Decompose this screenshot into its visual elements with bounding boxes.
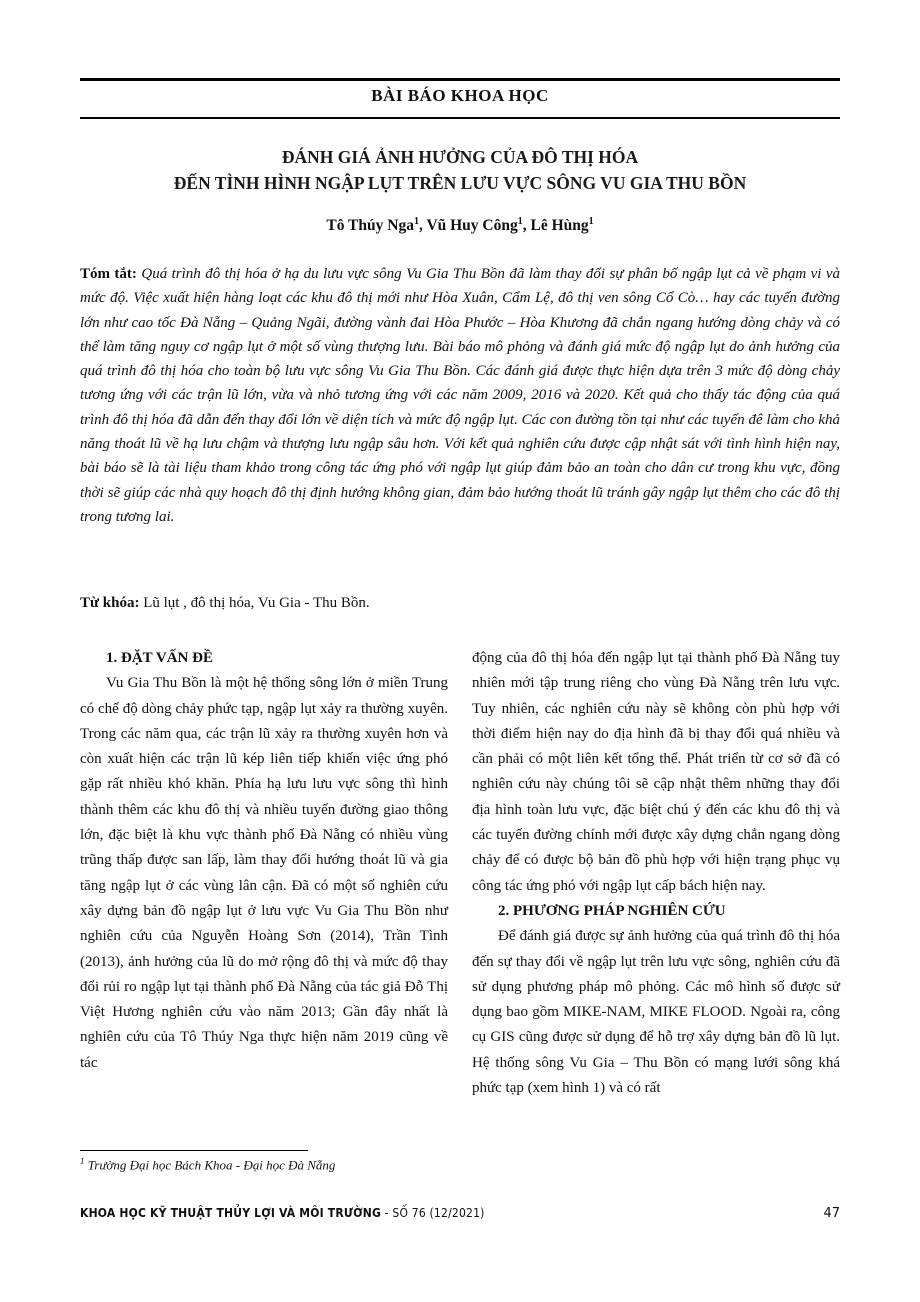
body-paragraph: Vu Gia Thu Bồn là một hệ thống sông lớn ở miền Trung có chế độ dòng chảy phức tạp, ngập lụt xảy ra thường xuyên. Trong các năm qua, các trận lũ xảy ra thường xuyên hơn và còn xuất hiện các trận lũ kép liên tiếp khiến việc ứng phó gặp rất nhiều khó khăn. Phía hạ lưu lưu vực sông thì hình thành thêm các khu đô thị và nhiều tuyến đường giao thông lớn, đặc biệt là khu vực thành phố Đà Nẵng có nhiều vùng trũng thấp được san lấp, làm thay đổi hướng thoát lũ và gia tăng ngập lụt ở các vùng lân cận. Đã có một số nghiên cứu xây dựng bản đồ ngập lụt ở lưu vực Vu Gia Thu Bồn như nghiên cứu của Nguyễn Hoàng Sơn (2014), Trần Tình (2013), ảnh hưởng của lũ do mở rộng đô thị và mức độ thay đổi rủi ro ngập lụt tại thành phố Đà Nẵng của tác giả Đỗ Thị Việt Hương nghiên cứu vào năm 2013; Gần đây nhất là nghiên cứu của Tô Thúy Nga thực hiện năm 2019 cũng về tác bbox=[80, 675, 448, 1071]
author-name: Tô Thúy Nga bbox=[326, 217, 414, 235]
author-affiliation: 1 bbox=[517, 216, 523, 227]
author-name: Lê Hùng bbox=[530, 217, 589, 235]
author-affiliation: 1 bbox=[413, 216, 419, 227]
footnote-text: Trường Đại học Bách Khoa - Đại học Đà Nẵng bbox=[84, 1157, 336, 1173]
body-column-left bbox=[80, 646, 448, 1076]
keywords-text: Lũ lụt , đô thị hóa, Vu Gia - Thu Bồn. bbox=[143, 595, 370, 611]
author-name: Vũ Huy Công bbox=[426, 217, 518, 235]
journal-issue: - SỐ 76 (12/2021) bbox=[381, 1206, 485, 1220]
article-title-line1: ĐÁNH GIÁ ẢNH HƯỞNG CỦA ĐÔ THỊ HÓA bbox=[281, 147, 639, 167]
keywords bbox=[80, 595, 840, 612]
footnote bbox=[80, 1156, 335, 1173]
section-label: BÀI BÁO KHOA HỌC bbox=[371, 86, 549, 105]
author-list: Tô Thúy Nga$^1$, Vũ Huy Công$^1$, Lê Hùng$^1$ bbox=[326, 216, 594, 235]
body-paragraph: Để đánh giá được sự ảnh hưởng của quá trình đô thị hóa đến sự thay đổi về ngập lụt trên lưu vực sông, nghiên cứu đã sử dụng phương pháp mô phỏng. Các mô hình số được sử dụng bao gồm MIKE-NAM, MIKE FLOOD. Ngoài ra, công cụ GIS cũng được sử dụng để hỗ trợ xây dựng bản đồ lũ lụt. Hệ thống sông Vu Gia – Thu Bồn có mạng lưới sông khá phức tạp (xem hình 1) và có rất bbox=[472, 928, 840, 1097]
footnote-rule bbox=[80, 1150, 308, 1151]
body-paragraph: động của đô thị hóa đến ngập lụt tại thành phố Đà Nẵng tuy nhiên mới tập trung riêng cho vùng Đà Nẵng trên lưu vực. Tuy nhiên, các nghiên cứu này sẽ không còn phù hợp với thời điểm hiện nay do địa hình đã bị thay đổi quá nhiều và cần phải có một liên kết tổng thể. Phát triển từ cơ sở đã có nghiên cứu này chúng tôi sẽ cập nhật thêm những thay đổi địa hình toàn lưu vực, đặc biệt chú ý đến các khu đô thị và các tuyến đường chính mới được xây dựng chắn ngang dòng chảy để có được bộ bản đồ phù hợp với hiện trạng phục vụ công tác ứng phó với ngập lụt cấp bách hiện nay. bbox=[472, 650, 840, 894]
journal-name: KHOA HỌC KỸ THUẬT THỦY LỢI VÀ MÔI TRƯỜNG bbox=[80, 1206, 382, 1220]
journal-footer bbox=[80, 1206, 485, 1220]
keywords-label: Từ khóa: bbox=[80, 595, 140, 611]
footnote-mark: 1 bbox=[80, 1156, 85, 1166]
top-rule-thin bbox=[80, 117, 840, 119]
author-affiliation: 1 bbox=[588, 216, 594, 227]
top-rule-thick bbox=[80, 78, 840, 81]
page-number: 47 bbox=[823, 1206, 840, 1221]
body-column-right bbox=[472, 646, 840, 1101]
section-heading: 2. PHƯƠNG PHÁP NGHIÊN CỨU bbox=[498, 902, 726, 919]
abstract-label: Tóm tắt: bbox=[80, 266, 137, 282]
abstract-text: Quá trình đô thị hóa ở hạ du lưu vực sông Vu Gia Thu Bồn đã làm thay đổi sự phân bố ngập lụt cả về phạm vi và mức độ. Việc xuất hiện hàng loạt các khu đô thị mới như Hòa Xuân, Cẩm Lệ, đô thị ven sông Cổ Cò… hay các tuyến đường lớn như cao tốc Đà Nẵng – Quảng Ngãi, đường vành đai Hòa Phước – Hòa Khương đã chắn ngang hướng dòng chảy và có thể làm tăng nguy cơ ngập lụt ở một số vùng thượng lưu. Bài báo mô phỏng và đánh giá mức độ ngập lụt do ảnh hưởng của quá trình đô thị hóa cho toàn bộ lưu vực sông Vu Gia Thu Bồn. Các đánh giá được thực hiện dựa trên 3 mức độ dòng chảy tương ứng với các trận lũ lớn, vừa và nhỏ tương ứng với các năm 2009, 2016 và 2020. Kết quả cho thấy tác động của quá trình đô thị hóa đã dẫn đến thay đổi lớn về diện tích và mức độ ngập lụt. Các con đường tồn tại như các tuyến đê làm cho khả năng thoát lũ về hạ lưu chậm và thượng lưu ngập sâu hơn. Với kết quả nghiên cứu được cập nhật sát với tình hình hiện nay, bài báo sẽ là tài liệu tham khảo trong công tác ứng phó với ngập lụt giúp đảm bảo an toàn cho dân cư trong khu vực, đồng thời sẽ giúp các nhà quy hoạch đô thị định hướng không gian, đảm bảo hướng thoát lũ tránh gây ngập lụt thêm cho các đô thị trong tương lai. bbox=[80, 266, 841, 525]
section-heading: 1. ĐẶT VẤN ĐỀ bbox=[106, 650, 213, 666]
abstract bbox=[80, 262, 840, 529]
article-title-line2: ĐẾN TÌNH HÌNH NGẬP LỤT TRÊN LƯU VỰC SÔNG VU GIA THU BỒN bbox=[173, 173, 747, 193]
